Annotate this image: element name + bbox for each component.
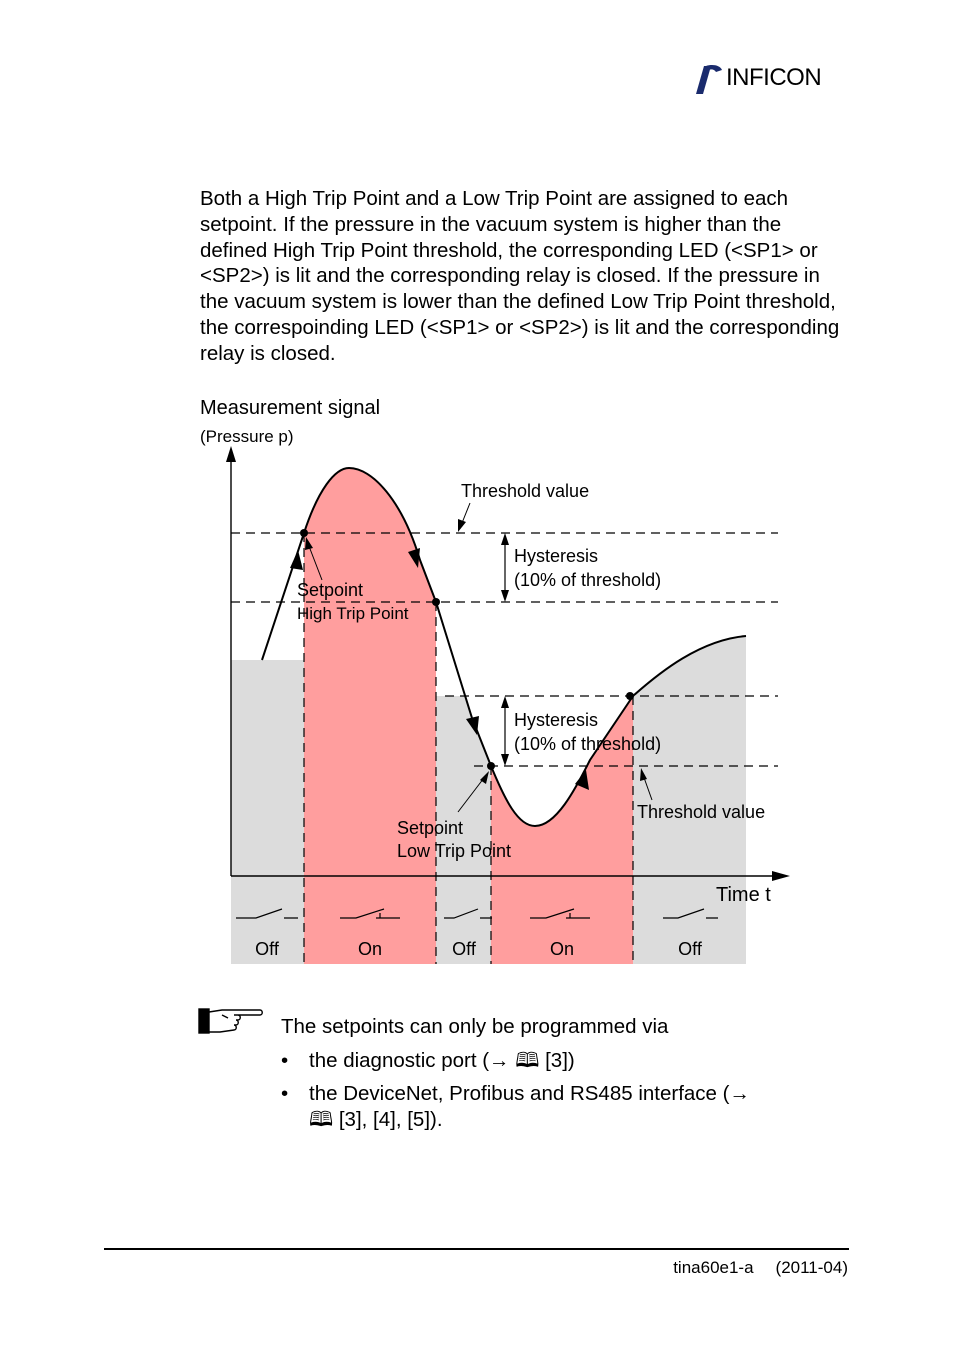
setpoint-diagram — [190, 385, 810, 975]
y-axis-sublabel: (Pressure p) — [200, 427, 294, 446]
doc-date: (2011-04) — [775, 1258, 848, 1277]
footer — [673, 1258, 848, 1278]
x-axis-label: Time t — [716, 884, 771, 906]
hysteresis-top-line1: Hysteresis — [514, 546, 599, 566]
threshold-label-bottom: Threshold value — [637, 802, 766, 822]
pointing-hand-icon — [198, 1006, 264, 1036]
region-off-3 — [633, 636, 746, 964]
note-list — [281, 1048, 779, 1140]
body-paragraph: Both a High Trip Point and a Low Trip Point are assigned to each setpoint. If the pressure in the vacuum system is higher than the defined High Trip Point threshold, the corresponding LED (<SP1> or <SP2>) is lit and the corresponding relay is closed. If the pressure in the vacuum system is lower than the defined Low Trip Point threshold, the correspoinding LED (<SP1> or <SP2>) is lit and the corresponding relay is closed. — [200, 187, 840, 365]
hysteresis-top-line2: (10% of threshold) — [514, 570, 662, 590]
hysteresis-bottom-line1: Hysteresis — [514, 710, 599, 730]
state-label-2: On — [357, 939, 383, 959]
state-label-1: Off — [255, 939, 279, 959]
setpoint-high-line1: Setpoint — [297, 580, 364, 600]
threshold-label-top: Threshold value — [461, 481, 590, 501]
doc-id: tina60e1-a — [673, 1258, 754, 1277]
list-item: • the diagnostic port (→ 🕮 [3]) — [281, 1049, 575, 1072]
state-label-5: Off — [678, 939, 702, 959]
setpoint-high-line2: High Trip Point — [297, 604, 409, 623]
list-item: • the DeviceNet, Profibus and RS485 interface (→ 🕮 [3], [4], [5]). — [281, 1082, 750, 1131]
state-label-4: On — [549, 939, 575, 959]
y-axis-label: Measurement signal — [200, 397, 381, 419]
state-label-3: Off — [452, 939, 476, 959]
setpoint-low-line2: Low Trip Point — [397, 841, 512, 861]
brand-name: INFICON — [726, 64, 822, 91]
footer-rule — [104, 1248, 849, 1250]
note-intro: The setpoints can only be programmed via — [281, 1015, 669, 1038]
setpoint-low-line1: Setpoint — [397, 818, 464, 838]
x-axis-arrow — [772, 871, 790, 881]
hysteresis-bottom-line2: (10% of threshold) — [514, 734, 662, 754]
